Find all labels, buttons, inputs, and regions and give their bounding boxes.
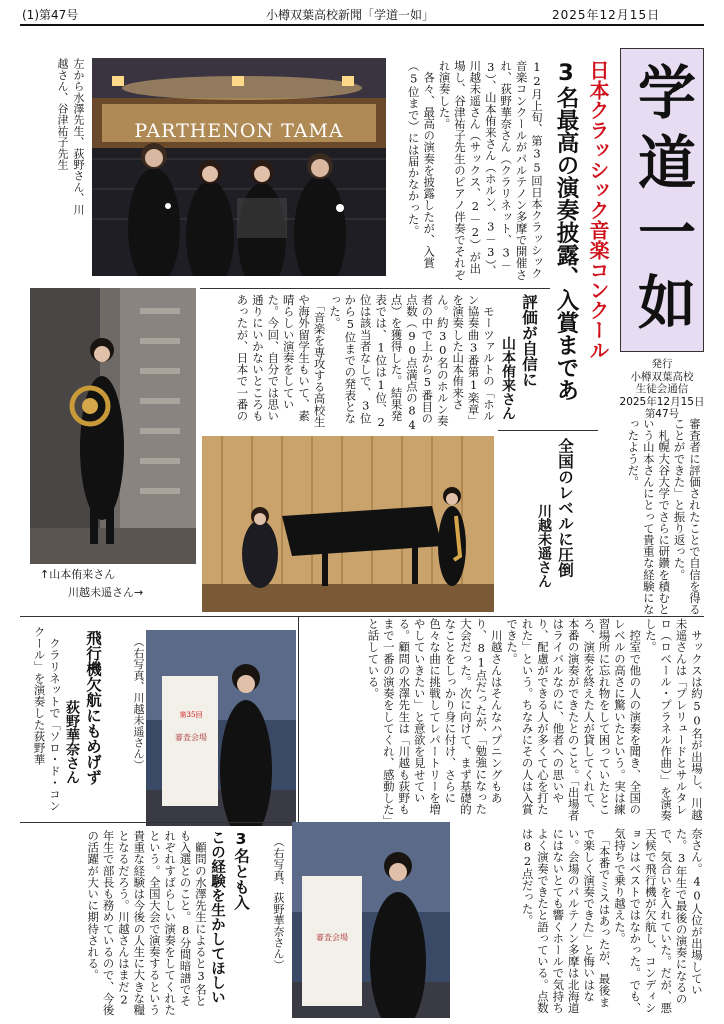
issue-number: (1)第47号 [22, 8, 79, 22]
group-photo [92, 58, 386, 276]
headline-sub: 日本クラッシック音楽コンクール [586, 60, 610, 360]
section-title: 飛行機欠航にもめげず [84, 630, 102, 785]
section-body: クラリネットで「ソロ・ド・コンクール」を演奏した荻野華 [32, 626, 62, 812]
photo-sign-text: PARTHENON TAMA [134, 120, 344, 142]
ogino-photo-caption: （右写真、荻野華奈さん） [272, 836, 285, 971]
ogino-photo [292, 822, 450, 1018]
section-body: 顧問の水澤先生によると3名とも入選とのこと。8分間暗譜でそれぞれすばらしい演奏をしてくれたという。全国大会で演奏するという貴重な経験は今後の人生に大きな糧となるだろう。川越さんはまだ2年生で部長も務めているので、今後の活躍が大いに期待される。 [86, 830, 208, 1016]
section-body: 奈さん。40人位が出場していた。3年生で最後の演奏になるので、気合いを入れていた。だが、悪天候で飛行機が欠航し、コンディションはベストではなかった。でも、気持ちで乗り越えた。 「本番でミスはあったが、最後まで楽しく演奏できた」と悔いはない。会場のパルテノン多摩は北海道にはないとても響くホールで気持ちよく演奏できたと語っている。点数は82点だった。 [520, 828, 704, 1014]
column-rule [298, 616, 299, 826]
publisher-info [614, 358, 710, 421]
caption-line: ↑山本侑来さん [40, 568, 116, 581]
section-body: モーツァルトの「ホルン協奏曲3番第1楽章」を演奏した山本侑来さん。約30名のホルン奏者の中で上から5番目の点数（90点満点の84点）を獲得した。結果発表では、1位は1位、2位は該当者なしで、3位から5位までの発表となった。 「音楽を専攻する高校生や海外留学生もいて、素晴らしい演奏をしていた。今回、自分では思い通りにいかないところもあったが、日本で一番の [235, 294, 496, 432]
section-rule [20, 822, 298, 823]
masthead-title: 学道一如 [628, 62, 696, 342]
board-label: 審査会場 [175, 733, 207, 742]
publisher-line: 小樽双葉高校 [630, 370, 694, 383]
issue-date: 2025年12月15日 [552, 8, 661, 22]
section-rule [20, 616, 704, 617]
section-title: 3名とも入 [232, 830, 250, 910]
section-name: 山本侑来さん [500, 336, 516, 420]
horn-player-photo [30, 288, 196, 564]
caption-line: 川越未遥さん→ [68, 586, 144, 599]
kawagoe-photo [146, 630, 296, 826]
section-rule [498, 430, 598, 431]
section-body: 審査者に評価されたことで自信を得ることができた」と振り返った。 札幌大谷大学でさらに研鑽を積むという山本さんにとって貴重な経験になったようだ。 [626, 418, 702, 616]
group-photo-caption: 左から水澤先生、荻野さん、川越さん、谷津祐子先生 [56, 58, 85, 215]
publisher-line: 生徒会通信 [635, 383, 689, 395]
section-rule [200, 288, 550, 289]
piano-sax-photo [202, 436, 494, 612]
photo2-caption [40, 566, 200, 602]
lead-paragraph: 12月上旬、第35回日本クラッシック音楽コンクールがパルテノン多摩で開催され、荻野華奈さん（クラリネット、3－3）、山本侑来さん（ホルン、3－3）、川越未遥さん（サックス、2－2）が出場し、谷津祐子先生のピアノ伴奏でそれぞれ演奏した。 各々、最高の演奏を披露したが、入賞（5位まで）には届かなかった。 [406, 60, 544, 281]
section-body: サックスは約50名が出場し、川越未遥さんは「プレリュードとサルタレロ（ロベール・プラネル作曲）」を演奏した。 控室で他の人の演奏を聞き、全国のレベルの高さに驚いたという。実は練習場所に忘れ物をして困っていたところ、演奏を終えた人が貸してくれて、本番の演奏ができたとのこと。「出場者はライバルなのに、他者への思いやり、配慮ができる人が多くて心を打たれた」という。ちなみにその人は入賞できた。 川越さんはそんなハプニングもあり、81点だったが、「勉強になった大会だった。次に向けて、まず基礎的なことをしっかり身に付け、さらに色々な曲に挑戦してレパートリーを増やしていきたい」と意欲を見せている。顧問の水澤先生は「川越も荻野もまで一番の演奏をしてくれ、感動した」と話している。 [366, 618, 704, 822]
publisher-line: 第47号 [644, 408, 680, 420]
section-title: この経験を生かしてほしい [209, 830, 225, 1004]
section-name: 荻野華奈さん [64, 700, 80, 784]
headline-main: 3名最高の演奏披露、入賞まであ [553, 60, 579, 401]
header-rule [20, 24, 704, 26]
board-label: 第35回 [179, 711, 203, 719]
publisher-line: 2025年12月15日 [619, 395, 705, 408]
newspaper-name: 小樽双葉高校新聞「学道一如」 [266, 8, 435, 22]
board-label: 審査会場 [316, 933, 348, 942]
kawagoe-photo-caption: （右写真、川越未遥さん） [132, 636, 145, 771]
publisher-line: 発行 [651, 358, 673, 370]
section-title: 評価が自信に [520, 294, 538, 387]
section-name: 川越未遥さん [536, 504, 552, 588]
section-title: 全国のレベルに圧倒 [556, 438, 574, 578]
